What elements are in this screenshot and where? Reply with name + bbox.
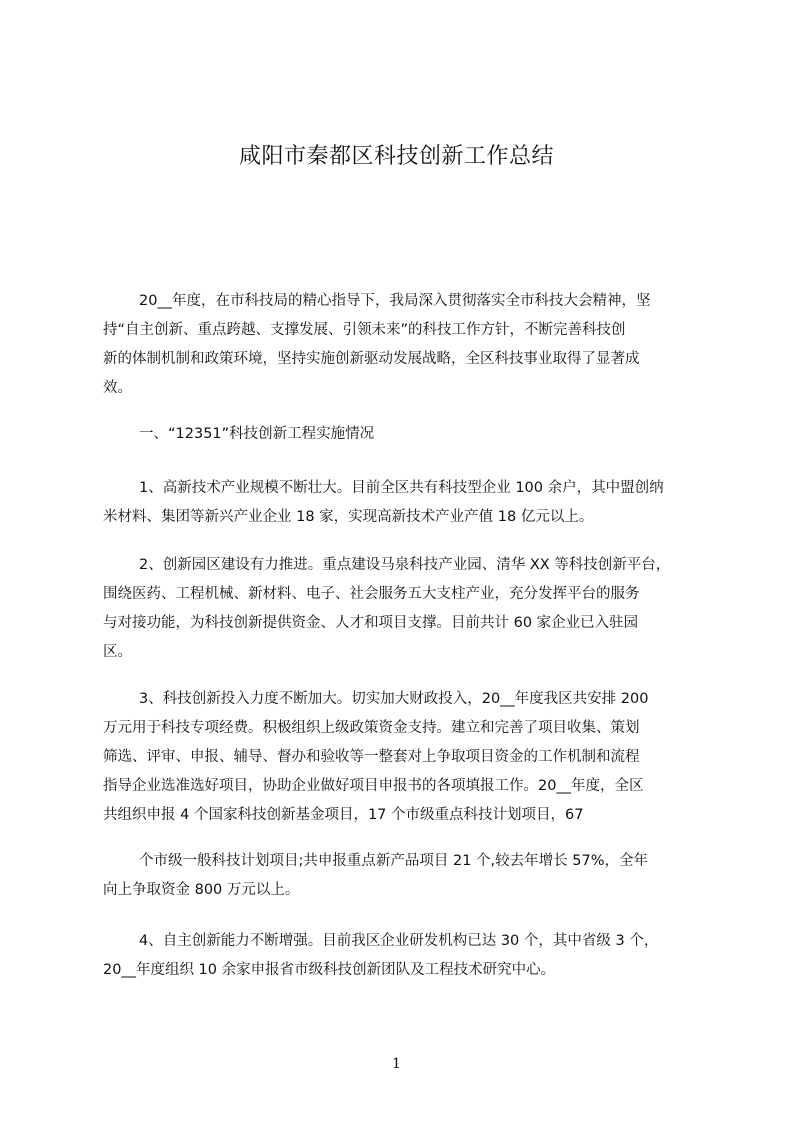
paragraph-line: 4、自主创新能力不断增强。目前我区企业研发机构已达 30 个，其中省级 3 个，	[139, 933, 659, 949]
paragraph-line: 20__年度组织 10 余家申报省市级科技创新团队及工程技术研究中心。	[103, 962, 556, 978]
section-heading	[103, 420, 703, 449]
item-4-paragraph	[103, 927, 703, 985]
section-heading-text: 一、“12351”科技创新工程实施情况	[139, 426, 375, 442]
item-3-paragraph	[103, 685, 703, 830]
item-2-paragraph	[103, 551, 703, 667]
item-3-continuation	[103, 847, 703, 905]
paragraph-line: 个市级一般科技计划项目;共申报重点新产品项目 21 个,较去年增长 57%，全年	[139, 853, 648, 869]
paragraph-line: 效。	[103, 380, 132, 396]
page-title: 咸阳市秦都区科技创新工作总结	[238, 144, 554, 169]
intro-paragraph	[103, 287, 703, 403]
paragraph-line: 与对接功能，为科技创新提供资金、人才和项目支撑。目前共计 60 家企业已入驻园	[103, 615, 639, 631]
paragraph-line: 共组织申报 4 个国家科技创新基金项目，17 个市级重点科技计划项目，67	[103, 807, 584, 823]
paragraph-line: 2、创新园区建设有力推进。重点建设马泉科技产业园、清华 XX 等科技创新平台，	[139, 557, 671, 573]
paragraph-line: 围绕医药、工程机械、新材料、电子、社会服务五大支柱产业，充分发挥平台的服务	[103, 586, 640, 602]
paragraph-line: 新的体制机制和政策环境，坚持实施创新驱动发展战略，全区科技事业取得了显著成	[103, 351, 640, 367]
paragraph-line: 筛选、评审、申报、辅导、督办和验收等一整套对上争取项目资金的工作机制和流程	[103, 749, 640, 765]
item-1-paragraph	[103, 474, 703, 532]
paragraph-line: 米材料、集团等新兴产业企业 18 家，实现高新技术产业产值 18 亿元以上。	[103, 509, 594, 525]
paragraph-line: 万元用于科技专项经费。积极组织上级政策资金支持。建立和完善了项目收集、策划	[103, 720, 640, 736]
paragraph-line: 指导企业选准选好项目，协助企业做好项目申报书的各项填报工作。20__年度，全区	[103, 778, 644, 794]
paragraph-line: 区。	[103, 644, 132, 660]
paragraph-line: 持“自主创新、重点跨越、支撑发展、引领未来”的科技工作方针，不断完善科技创	[103, 322, 626, 338]
page-number: 1	[392, 1056, 401, 1072]
paragraph-line: 1、高新技术产业规模不断壮大。目前全区共有科技型企业 100 余户，其中盟创纳	[139, 480, 664, 496]
paragraph-line: 20__年度，在市科技局的精心指导下，我局深入贯彻落实全市科技大会精神，坚	[139, 293, 651, 309]
paragraph-line: 向上争取资金 800 万元以上。	[103, 882, 300, 898]
paragraph-line: 3、科技创新投入力度不断加大。切实加大财政投入，20__年度我区共安排 200	[139, 691, 649, 707]
